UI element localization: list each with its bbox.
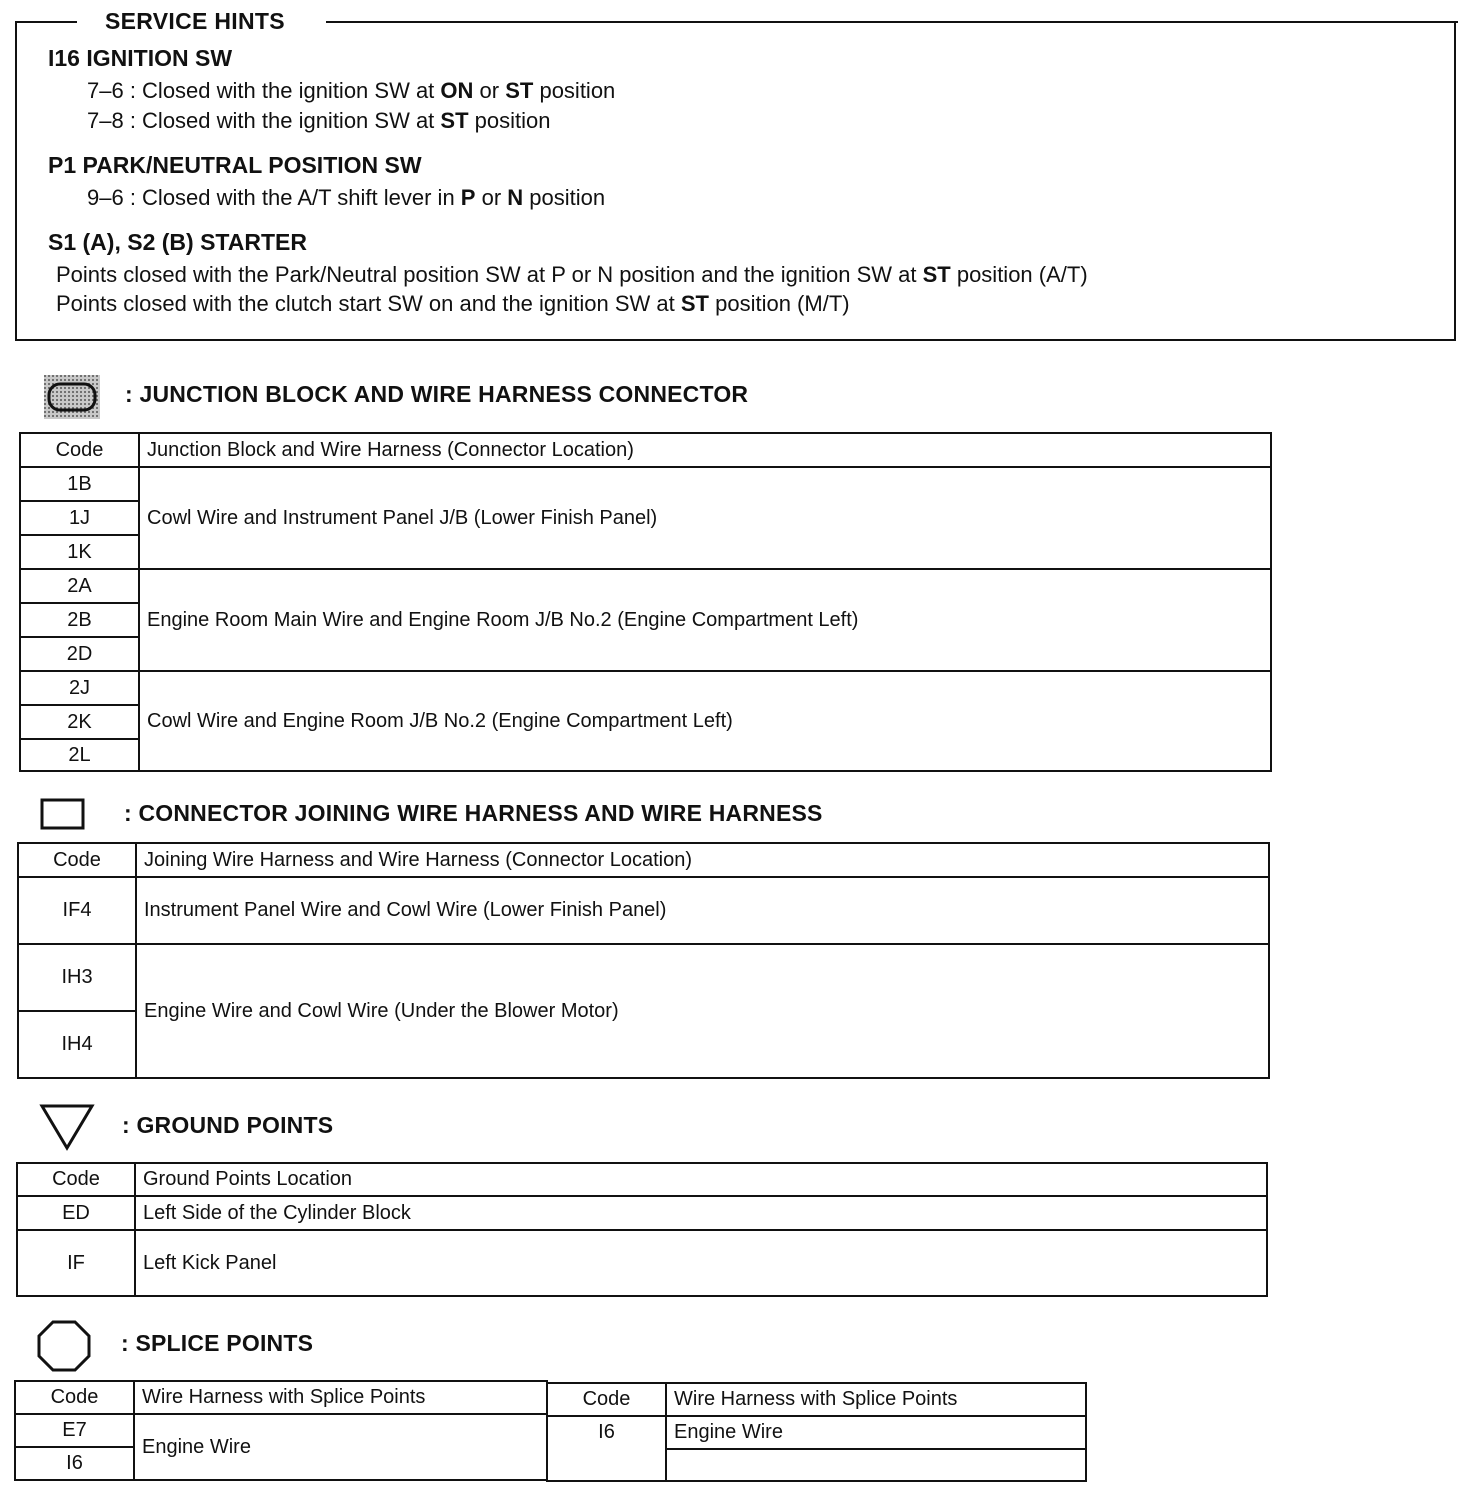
junction-block-icon [43,374,101,420]
splice-octagon-icon [36,1319,92,1373]
code-cell: 2D [20,637,139,671]
ground-table [16,1162,1268,1297]
code-cell: IH3 [18,944,136,1011]
bold-term: ST [505,78,534,103]
header-desc: Junction Block and Wire Harness (Connector Location) [139,433,1271,467]
desc-cell: Cowl Wire and Instrument Panel J/B (Lower Finish Panel) [139,467,1271,569]
text-run: position [468,108,551,133]
desc-cell: Engine Wire [134,1414,547,1480]
text-run: 7–8 : Closed with the ignition SW at [87,108,441,133]
text-run: position (M/T) [709,291,850,316]
code-cell: 1J [20,501,139,535]
code-cell: 1B [20,467,139,501]
table-row [20,671,1271,705]
junction-table [19,432,1272,772]
table-row [15,1414,547,1447]
splice-table-right [546,1382,1087,1482]
table-row [20,569,1271,603]
ground-section-title: : GROUND POINTS [122,1112,334,1138]
hint-line [87,78,615,104]
bold-term: ST [922,262,951,287]
header-code: Code [17,1163,135,1196]
header-code: Code [547,1383,666,1416]
junction-section-title: : JUNCTION BLOCK AND WIRE HARNESS CONNECTOR [125,381,749,407]
text-run: position [533,78,616,103]
code-cell: 2B [20,603,139,637]
table-header-row [18,843,1269,877]
header-code: Code [20,433,139,467]
bold-term: P [460,185,476,210]
connector-section-title: : CONNECTOR JOINING WIRE HARNESS AND WIRE HARNESS [124,800,823,826]
header-desc: Wire Harness with Splice Points [134,1381,547,1414]
header-desc: Joining Wire Harness and Wire Harness (Connector Location) [136,843,1269,877]
text-run: or [475,185,508,210]
table-row [18,944,1269,1011]
hint-line [87,108,551,134]
hint-line [56,262,1088,288]
text-run: Points closed with the Park/Neutral position SW at P or N position and the ignition SW at [56,262,923,287]
text-run: 9–6 : Closed with the A/T shift lever in [87,185,461,210]
splice-section-title: : SPLICE POINTS [121,1330,314,1356]
bold-term: ON [440,78,474,103]
header-code: Code [18,843,136,877]
table-header-row [547,1383,1086,1416]
connector-square-icon [40,797,86,831]
code-cell: IH4 [18,1011,136,1078]
hint-line [56,291,850,317]
code-cell: 1K [20,535,139,569]
text-run: Points closed with the clutch start SW on and the ignition SW at [56,291,681,316]
hint-line [87,185,605,211]
bold-term: ST [440,108,469,133]
bold-term: N [507,185,524,210]
header-desc: Ground Points Location [135,1163,1267,1196]
header-desc: Wire Harness with Splice Points [666,1383,1086,1416]
table-row [18,877,1269,944]
code-cell: IF4 [18,877,136,944]
text-run: position [523,185,606,210]
hint-heading-park-neutral-sw: P1 PARK/NEUTRAL POSITION SW [48,152,422,178]
code-cell: E7 [15,1414,134,1447]
bold-term: ST [680,291,709,316]
hint-heading-ignition-sw: I16 IGNITION SW [48,45,233,71]
desc-cell: Engine Wire and Cowl Wire (Under the Blower Motor) [136,944,1269,1078]
text-run: position (A/T) [950,262,1088,287]
code-cell: I6 [15,1447,134,1480]
desc-cell: Instrument Panel Wire and Cowl Wire (Lower Finish Panel) [136,877,1269,944]
desc-cell: Engine Room Main Wire and Engine Room J/B No.2 (Engine Compartment Left) [139,569,1271,671]
desc-cell: Engine Wire [666,1416,1086,1449]
table-row [20,467,1271,501]
text-run: or [473,78,506,103]
desc-cell: Left Side of the Cylinder Block [135,1196,1267,1230]
hint-heading-starter: S1 (A), S2 (B) STARTER [48,229,307,255]
table-header-row [20,433,1271,467]
table-row [547,1416,1086,1449]
splice-table-left [14,1380,548,1481]
code-cell: I6 [547,1416,666,1481]
header-code: Code [15,1381,134,1414]
desc-cell: Left Kick Panel [135,1230,1267,1296]
empty-cell [666,1449,1086,1481]
code-cell: 2A [20,569,139,603]
code-cell: ED [17,1196,135,1230]
code-cell: IF [17,1230,135,1296]
table-row [17,1196,1267,1230]
code-cell: 2L [20,739,139,771]
table-header-row [15,1381,547,1414]
table-row [17,1230,1267,1296]
service-hints-title: SERVICE HINTS [105,8,285,34]
desc-cell: Cowl Wire and Engine Room J/B No.2 (Engine Compartment Left) [139,671,1271,771]
code-cell: 2K [20,705,139,739]
text-run: 7–6 : Closed with the ignition SW at [87,78,441,103]
code-cell: 2J [20,671,139,705]
ground-triangle-icon [38,1103,96,1151]
connector-table [17,842,1270,1079]
table-header-row [17,1163,1267,1196]
